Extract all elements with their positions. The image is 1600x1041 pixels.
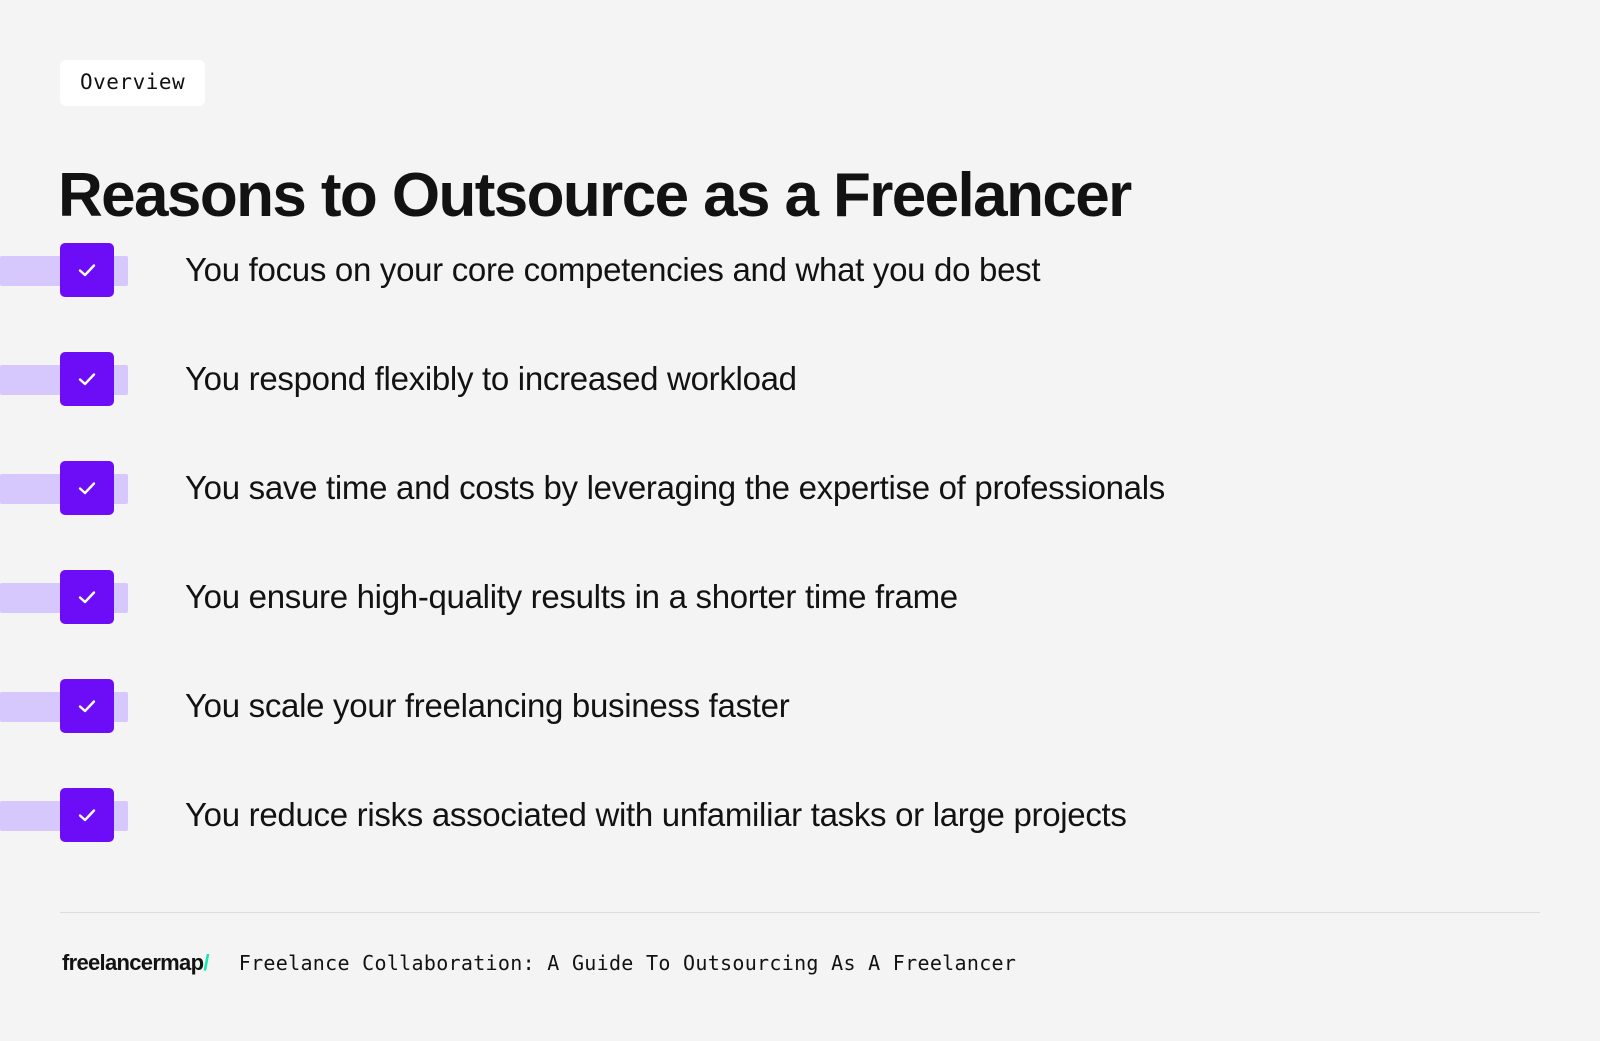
benefits-list [0,243,1600,897]
list-item-label: You reduce risks associated with unfamiliar tasks or large projects [185,796,1127,833]
footer [62,950,1016,976]
list-item [0,788,1600,897]
list-item [0,461,1600,570]
overview-badge: Overview [60,60,205,106]
list-item [0,243,1600,352]
page-title: Reasons to Outsource as a Freelancer [58,160,1131,230]
check-icon [76,804,98,826]
checkbox-group [0,570,185,626]
logo-slash: / [203,950,209,975]
list-item-label: You scale your freelancing business faster [185,687,790,724]
list-item [0,679,1600,788]
check-icon [76,477,98,499]
list-item-label: You ensure high-quality results in a shorter time frame [185,578,958,615]
list-item [0,570,1600,679]
check-icon [76,368,98,390]
checkbox[interactable] [60,570,114,624]
checkbox[interactable] [60,352,114,406]
footer-caption: Freelance Collaboration: A Guide To Outsourcing As A Freelancer [238,951,1017,975]
check-icon [76,586,98,608]
checkbox-group [0,243,185,299]
freelancermap-logo[interactable] [62,950,209,976]
checkbox-group [0,788,185,844]
logo-text: freelancermap [62,950,204,975]
checkbox-group [0,679,185,735]
footer-divider [60,912,1540,913]
list-item-label: You save time and costs by leveraging the expertise of professionals [185,469,1165,506]
checkbox[interactable] [60,679,114,733]
checkbox[interactable] [60,461,114,515]
checkbox[interactable] [60,788,114,842]
checkbox[interactable] [60,243,114,297]
list-item-label: You focus on your core competencies and what you do best [185,251,1041,288]
list-item-label: You respond flexibly to increased workload [185,360,797,397]
list-item [0,352,1600,461]
check-icon [76,259,98,281]
check-icon [76,695,98,717]
checkbox-group [0,352,185,408]
checkbox-group [0,461,185,517]
